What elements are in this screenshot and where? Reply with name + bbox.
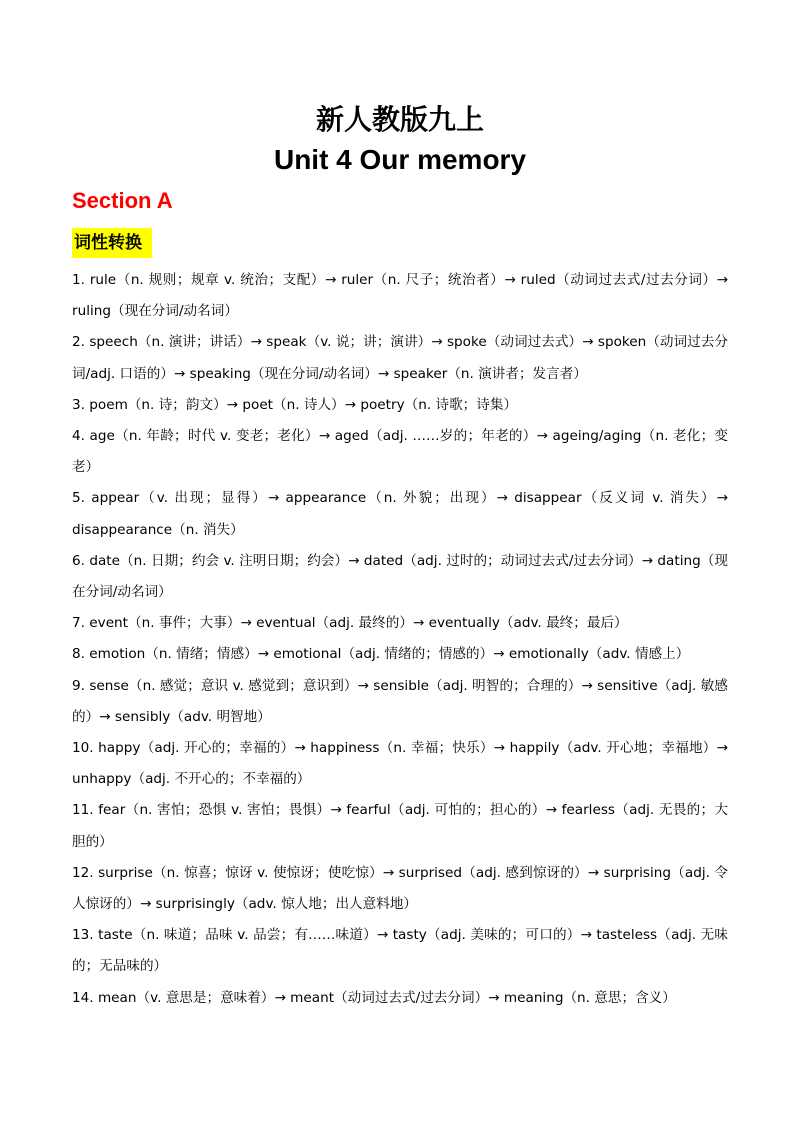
- list-item: 7. event（n. 事件；大事）→ eventual（adj. 最终的）→ eventually（adv. 最终；最后）: [72, 615, 628, 632]
- document-title-chinese: 新人教版九上: [315, 103, 484, 136]
- word-forms-list: [72, 265, 728, 1014]
- list-item: 8. emotion（n. 情绪；情感）→ emotional（adj. 情绪的；情感的）→ emotionally（adv. 情感上）: [72, 646, 690, 663]
- list-item: 10. happy（adj. 开心的；幸福的）→ happiness（n. 幸福；快乐）→ happily（adv. 开心地；幸福地）→ unhappy（adj. 不开心的；不幸福的）: [72, 740, 728, 788]
- list-item: 3. poem（n. 诗；韵文）→ poet（n. 诗人）→ poetry（n. 诗歌；诗集）: [72, 396, 518, 413]
- list-item: 6. date（n. 日期；约会 v. 注明日期；约会）→ dated（adj. 过时的；动词过去式/过去分词）→ dating（现在分词/动名词）: [72, 552, 728, 601]
- list-item: 13. taste（n. 味道；品味 v. 品尝；有……味道）→ tasty（adj. 美味的；可口的）→ tasteless（adj. 无味的；无品味的）: [72, 927, 728, 975]
- subheading-word-forms: 词性转换: [72, 228, 152, 258]
- list-item: 4. age（n. 年龄；时代 v. 变老；老化）→ aged（adj. ……岁的；年老的）→ ageing/aging（n. 老化；变老）: [72, 428, 728, 476]
- section-heading: Section A: [72, 188, 173, 213]
- list-item: 2. speech（n. 演讲；讲话）→ speak（v. 说；讲；演讲）→ spoke（动词过去式）→ spoken（动词过去分词/adj. 口语的）→ speaking（现在分词/动名词）→ speaker（n. 演讲者；发言者）: [72, 334, 728, 382]
- list-item: 9. sense（n. 感觉；意识 v. 感觉到；意识到）→ sensible（adj. 明智的；合理的）→ sensitive（adj. 敏感的）→ sensibly（adv. 明智地）: [72, 677, 728, 725]
- list-item: 1. rule（n. 规则；规章 v. 统治；支配）→ ruler（n. 尺子；统治者）→ ruled（动词过去式/过去分词）→ ruling（现在分词/动名词）: [72, 272, 728, 320]
- list-item: 11. fear（n. 害怕；恐惧 v. 害怕；畏惧）→ fearful（adj. 可怕的；担心的）→ fearless（adj. 无畏的；大胆的）: [72, 802, 728, 850]
- list-item: 12. surprise（n. 惊喜；惊讶 v. 使惊讶；使吃惊）→ surprised（adj. 感到惊讶的）→ surprising（adj. 令人惊讶的）→ surprisingly（adv. 惊人地；出人意料地）: [72, 864, 728, 913]
- list-item: 14. mean（v. 意思是；意味着）→ meant（动词过去式/过去分词）→ meaning（n. 意思；含义）: [72, 989, 676, 1006]
- list-item: 5. appear（v. 出现；显得）→ appearance（n. 外貌；出现）→ disappear（反义词 v. 消失）→ disappearance（n. 消失）: [72, 490, 728, 538]
- document-title-english: Unit 4 Our memory: [273, 144, 527, 175]
